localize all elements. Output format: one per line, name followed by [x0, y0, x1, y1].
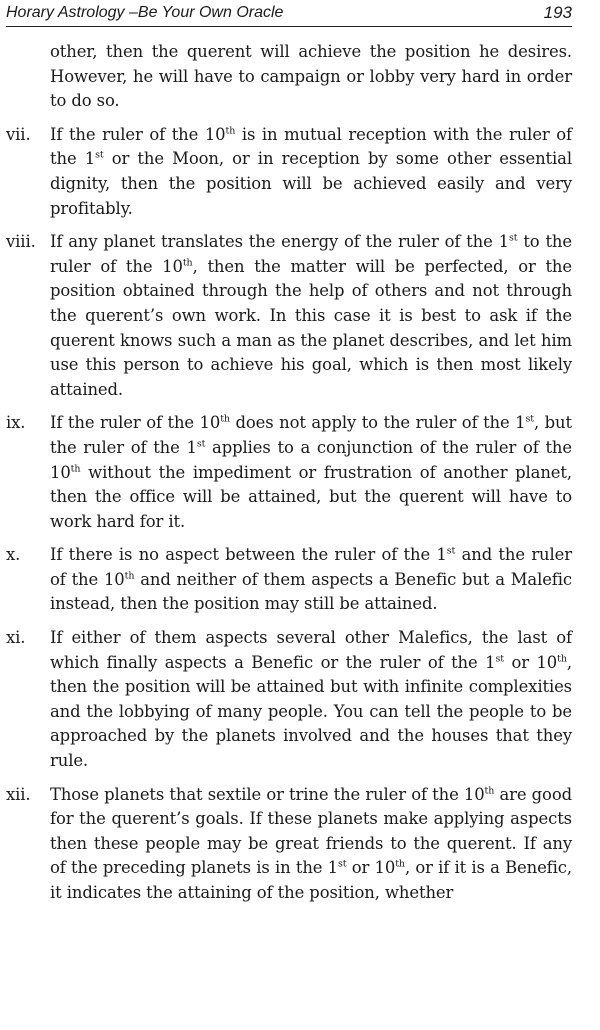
page-number: 193 — [543, 3, 572, 22]
ordinal-suffix: th — [182, 257, 193, 269]
list-item-number: xi. — [6, 628, 26, 648]
list-item-number: vii. — [6, 124, 31, 144]
list-item — [6, 230, 572, 402]
running-title: Horary Astrology –Be Your Own Oracle — [6, 4, 284, 21]
list-item-text: If the ruler of the 10th does not apply to the ruler of the 1st, but the ruler of the 1st applies to a conjunction of the ruler of the 10th without the impediment or frustration of another planet, then the office will be attained, but the querent will have to work hard for it. — [50, 413, 572, 531]
list-item-text: If any planet translates the energy of the ruler of the 1st to the ruler of the 10th, then the matter will be perfected, or the position obtained through the help of others and not through the querent’s own work. In this case it is best to ask if the querent knows such a man as the planet describes, and let him use this person to achieve his goal, which is then most likely attained. — [50, 232, 572, 399]
ordinal-suffix: st — [525, 413, 534, 425]
ordinal-suffix: th — [557, 653, 567, 665]
list-item-text: Those planets that sextile or trine the ruler of the 10th are good for the querent’s goals. If these planets make applying aspects then these people may be great friends to the querent. If any of the preceding planets is in the 1st or 10th, or if it is a Benefic, it indicates the attaining of the position, whether — [50, 784, 572, 902]
ordinal-suffix: st — [495, 653, 504, 665]
list-item-text: If the ruler of the 10th is in mutual reception with the ruler of the 1st or the Moon, or in reception by some other essential dignity, then the position will be achieved easily and very profitably. — [50, 124, 572, 218]
list-item — [6, 411, 572, 534]
ordinal-suffix: st — [95, 149, 104, 161]
ordinal-suffix: st — [196, 438, 206, 450]
ordinal-suffix: th — [220, 413, 230, 425]
numbered-list — [6, 123, 572, 906]
ordinal-suffix: th — [225, 125, 236, 137]
list-item-text: If either of them aspects several other Malefics, the last of which finally aspects a Benefic or the ruler of the 1st or 10th, then the position will be attained but with infinite complexities and the lobbying of many people. You can tell the people to be approached by the planets involved and the houses that they rule. — [50, 628, 572, 771]
list-item — [6, 123, 572, 221]
running-header — [6, 2, 572, 27]
ordinal-suffix: th — [70, 463, 81, 475]
list-item-number: ix. — [6, 413, 26, 433]
ordinal-suffix: th — [484, 785, 495, 797]
list-item-number: x. — [6, 545, 21, 565]
continuation-paragraph: other, then the querent will achieve the position he desires. However, he will have to campaign or lobby very hard in order to do so. — [50, 42, 572, 111]
ordinal-suffix: st — [446, 545, 456, 557]
page-body — [6, 40, 572, 906]
list-item — [6, 543, 572, 617]
ordinal-suffix: st — [337, 858, 347, 870]
list-item-number: xii. — [6, 784, 31, 804]
list-item — [6, 626, 572, 774]
list-item-text: If there is no aspect between the ruler of the 1st and the ruler of the 10th and neither of them aspects a Benefic but a Malefic instead, then the position may still be attained. — [50, 545, 572, 614]
ordinal-suffix: th — [124, 570, 135, 582]
list-item-number: viii. — [6, 232, 36, 252]
ordinal-suffix: th — [395, 858, 405, 870]
list-item — [6, 783, 572, 906]
ordinal-suffix: st — [508, 232, 518, 244]
